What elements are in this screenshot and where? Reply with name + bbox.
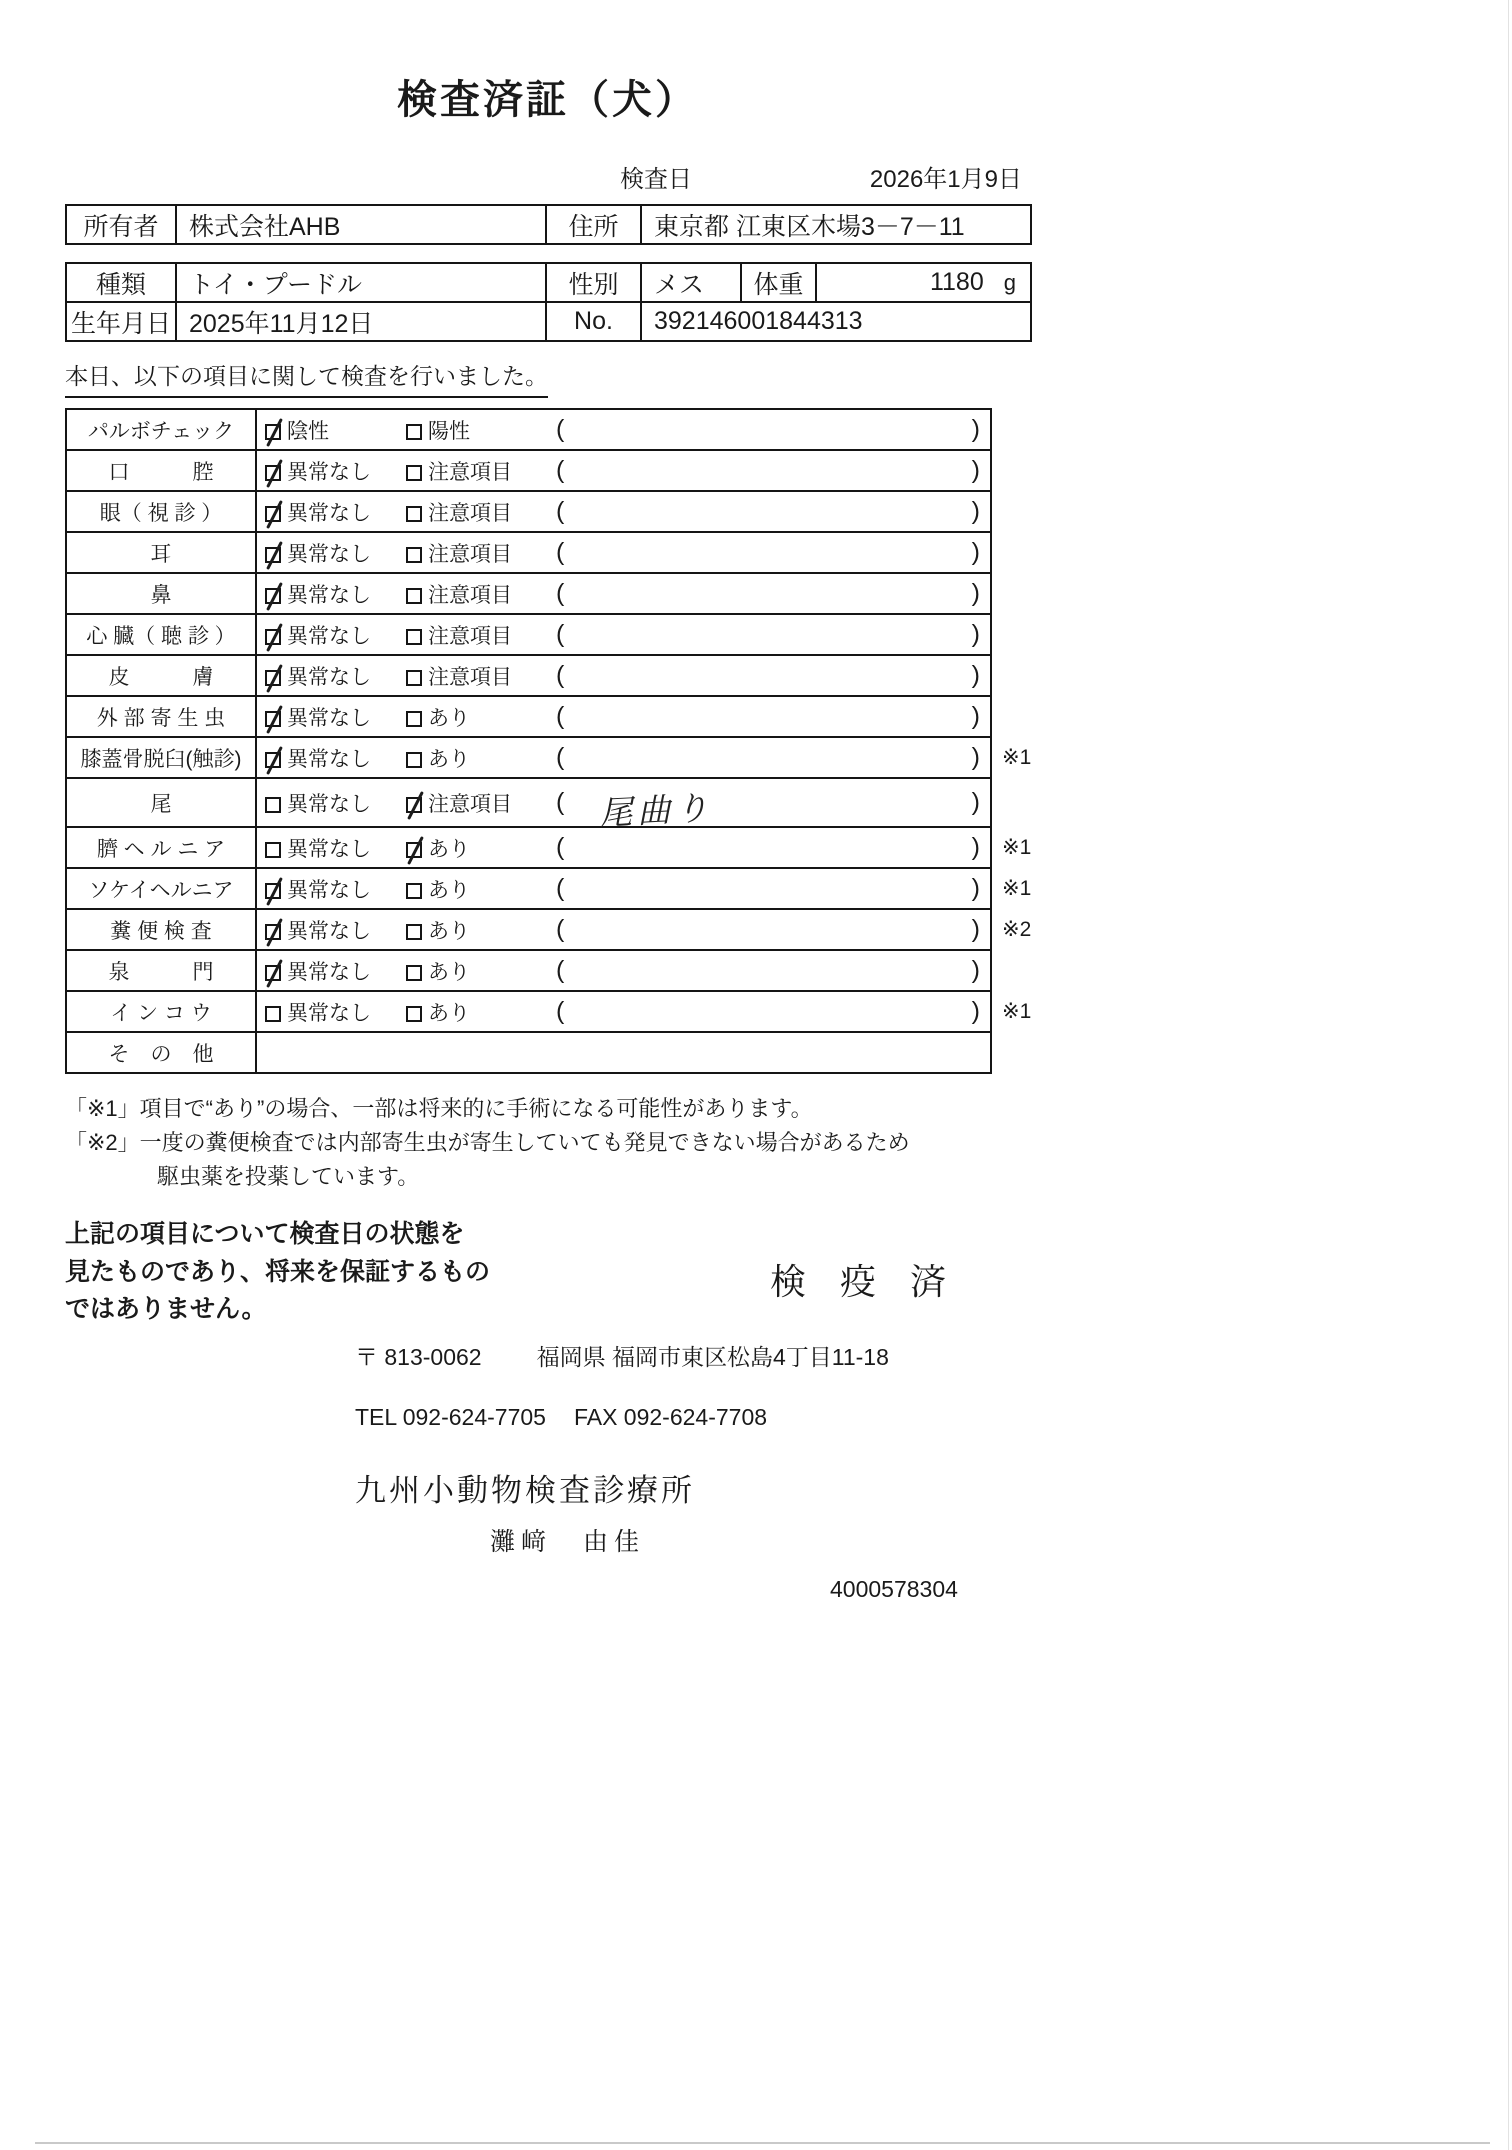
handwritten-note <box>565 542 972 563</box>
option2-checkbox <box>406 883 422 899</box>
paren-open: ( <box>556 579 565 607</box>
footnote-ref <box>991 491 1046 532</box>
footnote-ref <box>991 778 1046 827</box>
option1-cell <box>256 491 398 532</box>
handwritten-note <box>565 837 972 858</box>
paren-open: ( <box>556 456 565 484</box>
remarks-cell <box>546 573 991 614</box>
option2-checkbox <box>406 924 422 940</box>
option1-checkbox <box>265 506 281 522</box>
paren-open: ( <box>556 997 565 1025</box>
tel-number: TEL 092-624-7705 <box>355 1403 546 1430</box>
inspection-row <box>66 409 1046 450</box>
option2-checkbox <box>406 965 422 981</box>
weight-value-cell <box>816 263 1031 302</box>
option1-checkbox <box>265 424 281 440</box>
item-label: 耳 <box>66 532 256 573</box>
paren-close: ) <box>971 956 980 984</box>
option1-cell <box>256 450 398 491</box>
paren-open: ( <box>556 788 565 816</box>
option2-label: あり <box>428 919 470 943</box>
option2-label: あり <box>428 706 470 730</box>
item-label: 心 臓（ 聴 診 ） <box>66 614 256 655</box>
option2-checkbox <box>406 670 422 686</box>
sex-label: 性別 <box>546 263 641 302</box>
other-empty-field <box>256 1032 991 1073</box>
option2-cell <box>398 409 546 450</box>
item-label: 尾 <box>66 778 256 827</box>
no-value: 392146001844313 <box>641 302 1031 341</box>
option1-label: 陰性 <box>287 419 329 443</box>
option1-label: 異常なし <box>287 665 371 689</box>
option1-checkbox <box>265 711 281 727</box>
footnote-ref: ※2 <box>1002 918 1032 941</box>
paren-open: ( <box>556 661 565 689</box>
footnote-1: 「※1」項目で“あり”の場合、一部は将来的に手術になる可能性があります。 <box>65 1096 813 1121</box>
handwritten-note <box>565 460 972 481</box>
paren-close: ) <box>971 788 980 816</box>
inspection-row <box>66 827 1046 868</box>
paren-open: ( <box>556 874 565 902</box>
inspection-date-row <box>620 159 1022 194</box>
inspection-row <box>66 655 1046 696</box>
option1-label: 異常なし <box>287 542 371 566</box>
option2-label: 陽性 <box>428 419 470 443</box>
option1-checkbox <box>265 752 281 768</box>
paren-open: ( <box>556 956 565 984</box>
inspection-row <box>66 532 1046 573</box>
remarks-cell <box>546 409 991 450</box>
option1-cell <box>256 614 398 655</box>
footnote-ref: ※1 <box>1002 746 1032 769</box>
remarks-cell <box>546 491 991 532</box>
option1-label: 異常なし <box>287 837 371 861</box>
option1-label: 異常なし <box>287 960 371 984</box>
scan-edge-line <box>35 2142 1490 2144</box>
inspection-row <box>66 614 1046 655</box>
owner-label: 所有者 <box>66 205 176 244</box>
option1-cell <box>256 409 398 450</box>
paren-open: ( <box>556 743 565 771</box>
item-label: 泉 門 <box>66 950 256 991</box>
option2-cell <box>398 909 546 950</box>
option2-cell <box>398 450 546 491</box>
option1-checkbox <box>265 670 281 686</box>
owner-table <box>65 204 1032 245</box>
owner-value: 株式会社AHB <box>176 205 546 244</box>
option1-cell <box>256 573 398 614</box>
paren-close: ) <box>971 538 980 566</box>
option2-cell <box>398 614 546 655</box>
paren-close: ) <box>971 702 980 730</box>
option1-checkbox <box>265 924 281 940</box>
page-title: 検査済証（犬） <box>397 78 698 122</box>
option1-checkbox <box>265 547 281 563</box>
remarks-cell <box>546 991 991 1032</box>
paren-open: ( <box>556 497 565 525</box>
option2-checkbox <box>406 752 422 768</box>
option2-label: 注意項目 <box>428 542 512 566</box>
disclaimer-row <box>65 1216 1095 1329</box>
vet-name: 灘﨑 由佳 <box>490 1527 646 1556</box>
birthdate-label: 生年月日 <box>66 302 176 341</box>
option2-label: あり <box>428 960 470 984</box>
footnote-ref <box>991 1032 1046 1073</box>
quarantine-stamp: 検 疫 済 <box>770 1261 959 1303</box>
footnote-2: 「※2」一度の糞便検査では内部寄生虫が寄生していても発見できない場合があるため <box>65 1130 910 1156</box>
birthdate-value: 2025年11月12日 <box>176 302 546 341</box>
paren-close: ) <box>971 661 980 689</box>
item-label: 鼻 <box>66 573 256 614</box>
footnote-2-cont: 駆虫薬を投薬しています。 <box>157 1164 420 1190</box>
footnote-ref <box>991 573 1046 614</box>
option1-label: 異常なし <box>287 919 371 943</box>
option1-label: 異常なし <box>287 501 371 525</box>
paren-close: ) <box>971 743 980 771</box>
option2-label: 注意項目 <box>428 624 512 648</box>
no-label: No. <box>546 302 641 341</box>
paren-close: ) <box>971 415 980 443</box>
paren-close: ) <box>971 456 980 484</box>
handwritten-note <box>565 919 972 940</box>
option1-label: 異常なし <box>287 460 371 484</box>
option2-checkbox <box>406 711 422 727</box>
inspection-row <box>66 696 1046 737</box>
pet-table <box>65 262 1032 342</box>
option1-label: 異常なし <box>287 792 371 816</box>
pet-row <box>66 263 1031 302</box>
clinic-tel-line <box>355 1404 1095 1431</box>
handwritten-note <box>565 706 972 727</box>
paren-open: ( <box>556 538 565 566</box>
footnote-ref <box>991 655 1046 696</box>
option2-cell <box>398 950 546 991</box>
option1-cell <box>256 737 398 778</box>
option2-checkbox <box>406 1006 422 1022</box>
handwritten-note <box>565 419 972 440</box>
clinic-info <box>65 1339 1095 1603</box>
option1-cell <box>256 827 398 868</box>
paren-open: ( <box>556 915 565 943</box>
remarks-cell <box>546 450 991 491</box>
paren-open: ( <box>556 620 565 648</box>
paren-close: ) <box>971 833 980 861</box>
option1-cell <box>256 950 398 991</box>
scan-edge-line-right <box>1508 0 1509 2150</box>
item-label: 皮 膚 <box>66 655 256 696</box>
breed-value: トイ・プードル <box>176 263 546 302</box>
option2-checkbox <box>406 506 422 522</box>
disclaimer-line-1: 上記の項目について検査日の状態を <box>65 1220 465 1249</box>
item-label: 膝蓋骨脱臼(触診) <box>66 737 256 778</box>
remarks-cell <box>546 909 991 950</box>
paren-close: ) <box>971 497 980 525</box>
option2-cell <box>398 532 546 573</box>
option1-cell <box>256 532 398 573</box>
option1-cell <box>256 778 398 827</box>
paren-close: ) <box>971 579 980 607</box>
footnotes <box>65 1092 1095 1194</box>
option1-checkbox <box>265 883 281 899</box>
handwritten-note: 尾曲り <box>598 788 715 832</box>
paren-close: ) <box>971 874 980 902</box>
footnote-ref <box>991 409 1046 450</box>
option2-checkbox <box>406 629 422 645</box>
birth-row <box>66 302 1031 341</box>
intro-text: 本日、以下の項目に関して検査を行いました。 <box>65 358 548 398</box>
inspection-row <box>66 778 1046 827</box>
footnote-ref <box>991 696 1046 737</box>
disclaimer-line-2: 見たものであり、将来を保証するもの <box>65 1257 491 1286</box>
inspection-row <box>66 573 1046 614</box>
footnote-ref <box>991 950 1046 991</box>
address-value: 東京都 江東区木場3－7－11 <box>641 205 1031 244</box>
option1-cell <box>256 868 398 909</box>
option2-label: あり <box>428 1001 470 1025</box>
option1-checkbox <box>265 842 281 858</box>
option2-checkbox <box>406 465 422 481</box>
option2-cell <box>398 573 546 614</box>
item-label: パルボチェック <box>66 409 256 450</box>
option2-checkbox <box>406 547 422 563</box>
handwritten-note <box>565 747 972 768</box>
option1-label: 異常なし <box>287 624 371 648</box>
item-label: 臍 ヘ ル ニ ア <box>66 827 256 868</box>
handwritten-note <box>565 665 972 686</box>
paren-open: ( <box>556 415 565 443</box>
item-label: 外 部 寄 生 虫 <box>66 696 256 737</box>
footnote-ref: ※1 <box>1002 1000 1032 1023</box>
handwritten-note <box>565 960 972 981</box>
inspection-row <box>66 491 1046 532</box>
option1-cell <box>256 655 398 696</box>
paren-open: ( <box>556 702 565 730</box>
clinic-name: 九州小動物検査診療所 <box>355 1472 695 1508</box>
option2-cell <box>398 868 546 909</box>
date-label: 検査日 <box>620 166 692 193</box>
footnote-ref: ※1 <box>1002 877 1032 900</box>
remarks-cell <box>546 614 991 655</box>
disclaimer-line-3: ではありません。 <box>65 1295 267 1324</box>
inspection-row <box>66 450 1046 491</box>
weight-unit: g <box>1003 269 1016 295</box>
item-label: イ ン コ ウ <box>66 991 256 1032</box>
option2-label: あり <box>428 837 470 861</box>
option2-label: 注意項目 <box>428 665 512 689</box>
option1-checkbox <box>265 588 281 604</box>
item-label: そ の 他 <box>66 1032 256 1073</box>
paren-close: ) <box>971 620 980 648</box>
option1-label: 異常なし <box>287 747 371 771</box>
option1-cell <box>256 991 398 1032</box>
option2-cell <box>398 778 546 827</box>
option2-checkbox <box>406 588 422 604</box>
remarks-cell <box>546 655 991 696</box>
option1-label: 異常なし <box>287 583 371 607</box>
footnote-ref <box>991 614 1046 655</box>
option2-cell <box>398 737 546 778</box>
option2-checkbox <box>406 424 422 440</box>
sex-value: メス <box>641 263 741 302</box>
option2-checkbox <box>406 797 422 813</box>
option1-cell <box>256 696 398 737</box>
paren-close: ) <box>971 915 980 943</box>
remarks-cell <box>546 532 991 573</box>
item-label: ソケイヘルニア <box>66 868 256 909</box>
option2-label: 注意項目 <box>428 460 512 484</box>
option2-cell <box>398 991 546 1032</box>
serial-number: 4000578304 <box>830 1575 958 1602</box>
weight-label: 体重 <box>741 263 816 302</box>
footnote-ref: ※1 <box>1002 836 1032 859</box>
option2-cell <box>398 827 546 868</box>
option2-label: あり <box>428 747 470 771</box>
remarks-cell <box>546 950 991 991</box>
handwritten-note <box>565 583 972 604</box>
option2-cell <box>398 696 546 737</box>
handwritten-note <box>565 1001 972 1022</box>
inspection-row <box>66 991 1046 1032</box>
remarks-cell <box>546 778 991 832</box>
option1-checkbox <box>265 1006 281 1022</box>
address-label: 住所 <box>546 205 641 244</box>
inspection-row <box>66 950 1046 991</box>
handwritten-note <box>565 878 972 899</box>
inspection-row <box>66 1032 1046 1073</box>
option1-label: 異常なし <box>287 1001 371 1025</box>
clinic-address-line <box>355 1339 1095 1372</box>
option1-cell <box>256 909 398 950</box>
option1-checkbox <box>265 629 281 645</box>
option2-label: 注意項目 <box>428 792 512 816</box>
inspection-table <box>65 408 1047 1074</box>
option2-label: 注意項目 <box>428 583 512 607</box>
date-value: 2026年1月9日 <box>869 166 1022 193</box>
option1-checkbox <box>265 965 281 981</box>
option2-cell <box>398 655 546 696</box>
option2-label: 注意項目 <box>428 501 512 525</box>
fax-number: FAX 092-624-7708 <box>573 1403 768 1430</box>
paren-close: ) <box>971 997 980 1025</box>
item-label: 口 腔 <box>66 450 256 491</box>
footnote-ref <box>991 450 1046 491</box>
owner-row <box>66 205 1031 244</box>
inspection-row <box>66 909 1046 950</box>
item-label: 眼（ 視 診 ） <box>66 491 256 532</box>
option2-cell <box>398 491 546 532</box>
postal-code: 〒 813-0062 <box>355 1343 482 1370</box>
weight-value: 1180 <box>929 268 984 296</box>
footnote-ref <box>991 532 1046 573</box>
remarks-cell <box>546 696 991 737</box>
item-label: 糞 便 検 査 <box>66 909 256 950</box>
disclaimer <box>65 1216 535 1329</box>
paren-open: ( <box>556 833 565 861</box>
option1-label: 異常なし <box>287 706 371 730</box>
option2-checkbox <box>406 842 422 858</box>
handwritten-note <box>565 624 972 645</box>
option2-label: あり <box>428 878 470 902</box>
clinic-address: 福岡県 福岡市東区松島4丁目11-18 <box>536 1343 889 1370</box>
option1-checkbox <box>265 797 281 813</box>
breed-label: 種類 <box>66 263 176 302</box>
handwritten-note <box>565 501 972 522</box>
inspection-row <box>66 868 1046 909</box>
option1-checkbox <box>265 465 281 481</box>
remarks-cell <box>546 868 991 909</box>
option1-label: 異常なし <box>287 878 371 902</box>
